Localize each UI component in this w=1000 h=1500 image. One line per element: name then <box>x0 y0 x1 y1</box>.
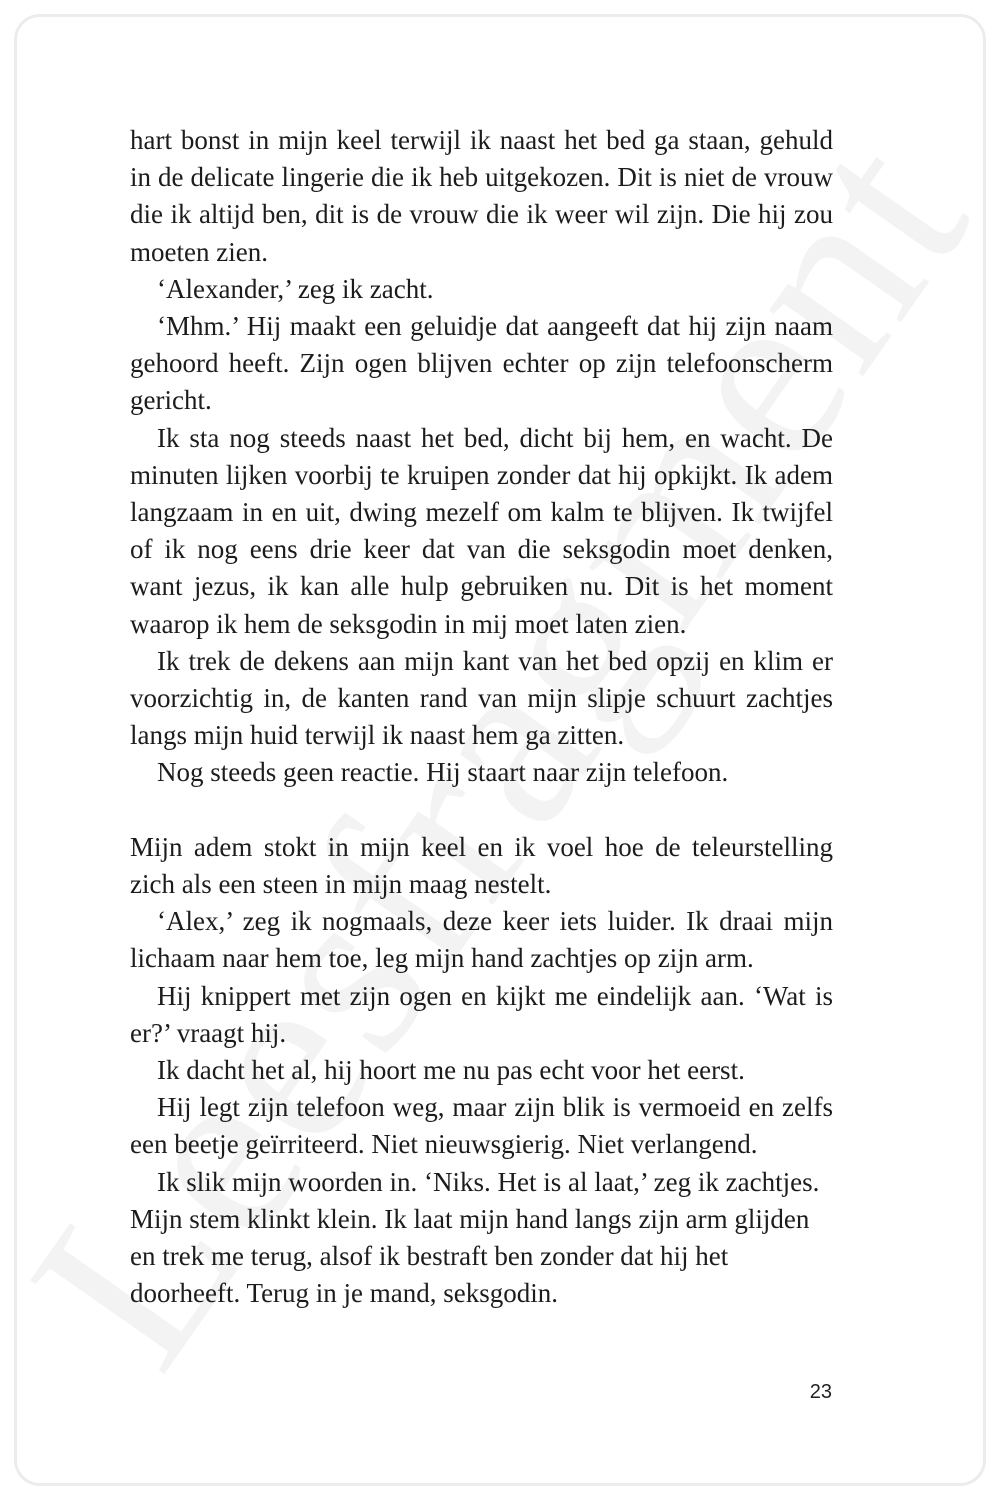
paragraph-1: hart bonst in mijn keel terwijl ik naast het bed ga staan, gehuld in de delicate lingerie die ik heb uitgekozen. Dit is niet de vrouw die ik altijd ben, dit is de vrouw die ik weer wil zijn. Die hij zou moeten zien. <box>130 125 833 267</box>
section-break <box>130 792 833 829</box>
paragraph-7: Mijn adem stokt in mijn keel en ik voel hoe de teleurstelling zich als een steen in mijn maag nestelt. <box>130 831 833 900</box>
paragraph-2: ‘Alexander,’ zeg ik zacht. <box>157 273 434 304</box>
paragraph-8: ‘Alex,’ zeg ik nogmaals, deze keer iets luider. Ik draai mijn lichaam naar hem toe, leg mijn hand zachtjes op zijn arm. <box>130 906 833 974</box>
page-number: 23 <box>809 1381 832 1403</box>
paragraph-3: ‘Mhm.’ Hij maakt een geluidje dat aangeeft dat hij zijn naam gehoord heeft. Zijn ogen blijven echter op zijn telefoonscherm gericht. <box>130 311 833 416</box>
paragraph-6: Nog steeds geen reactie. Hij staart naar zijn telefoon. <box>157 757 729 788</box>
paragraph-4: Ik sta nog steeds naast het bed, dicht bij hem, en wacht. De minuten lijken voorbij te kruipen zonder dat hij opkijkt. Ik adem langzaam in en uit, dwing mezelf om kalm te blijven. Ik twijfel of ik nog eens drie keer dat van die seksgodin moet denken, want jezus, ik kan alle hulp gebruiken nu. Dit is het moment waarop ik hem de seksgodin in mij moet laten zien. <box>130 422 833 639</box>
paragraph-5: Ik trek de dekens aan mijn kant van het bed opzij en klim er voorzichtig in, de kanten rand van mijn slipje schuurt zachtjes langs mijn huid terwijl ik naast hem ga zitten. <box>130 645 833 751</box>
paragraph-9: Hij knippert met zijn ogen en kijkt me eindelijk aan. ‘Wat is er?’ vraagt hij. <box>130 980 833 1048</box>
paragraph-11: Hij legt zijn telefoon weg, maar zijn blik is vermoeid en zelfs een beetje geïrriteerd. Niet nieuwsgierig. Niet verlangend. <box>130 1092 833 1160</box>
paragraph-12: Ik slik mijn woorden in. ‘Niks. Het is al laat,’ zeg ik zachtjes. Mijn stem klinkt klein. Ik laat mijn hand langs zijn arm glijden en trek me terug, alsof ik bestraft ben zonder dat hij het doorheeft. Terug in je mand, seksgodin. <box>130 1166 820 1309</box>
paragraph-10: Ik dacht het al, hij hoort me nu pas echt voor het eerst. <box>157 1055 745 1086</box>
body-text <box>130 122 833 1312</box>
